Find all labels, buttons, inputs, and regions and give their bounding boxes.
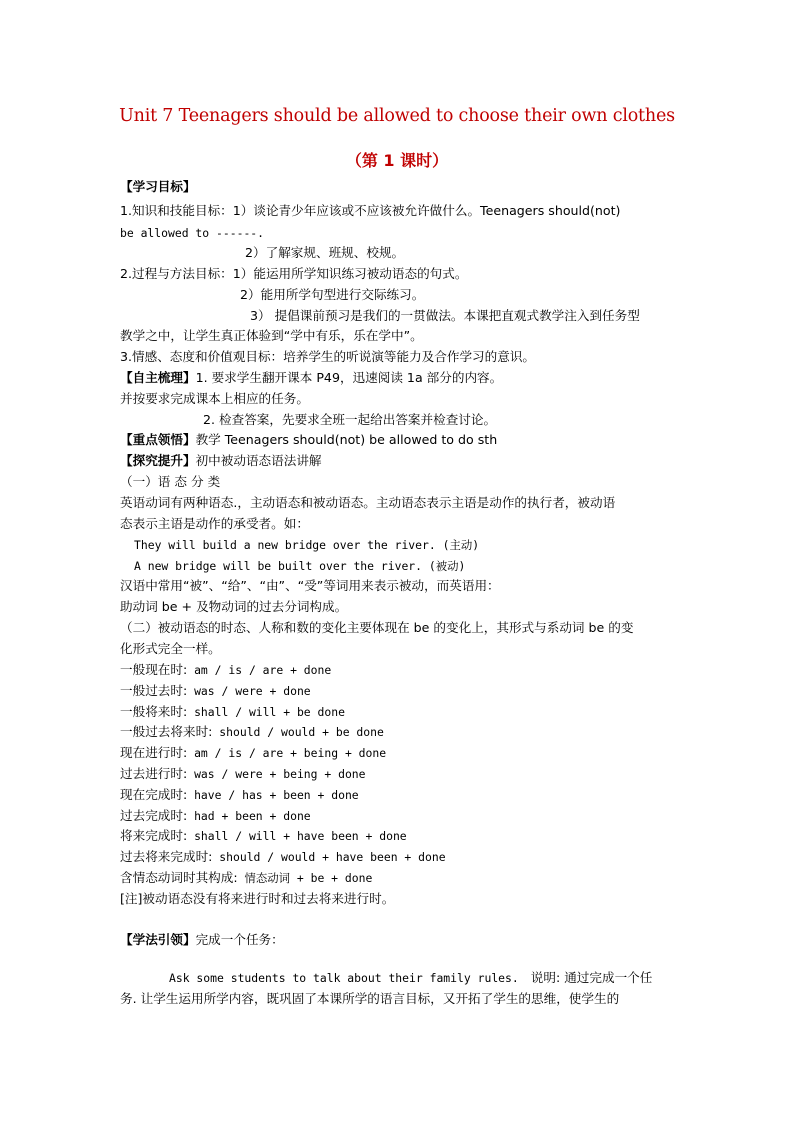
self-study-task-1-cont: 并按要求完成课本上相应的任务。 (120, 391, 309, 406)
explore-text: 初中被动语态语法讲解 (195, 453, 322, 468)
tense-name: 一般过去将来时: (120, 724, 213, 740)
objective-knowledge-1-cont: be allowed to ------. (120, 226, 265, 240)
tense-row (120, 724, 384, 742)
voice-explanation-2: 态表示主语是动作的承受者。如： (120, 516, 309, 531)
objectives-heading: 【学习目标】 (120, 179, 196, 194)
tense-row (120, 766, 366, 784)
tense-form: was / were + being + done (187, 767, 366, 781)
example-active: They will build a new bridge over the river. (主动) (134, 538, 480, 552)
tense-name: 一般现在时: (120, 662, 188, 677)
objective-process-3-cont: 教学之中，让学生真正体验到“学中有乐，乐在学中”。 (120, 328, 423, 343)
tense-row (120, 808, 311, 826)
section-tense-changes: （二）被动语态的时态、人称和数的变化主要体现在 be 的变化上，其形式与系动词 be 的变 (120, 620, 634, 635)
objective-process-1: 2.过程与方法目标：1）能运用所学知识练习被动语态的句式。 (120, 266, 468, 281)
tense-row (120, 828, 407, 846)
tense-row (120, 704, 345, 722)
tense-row (120, 787, 359, 805)
focus-line (120, 432, 497, 450)
self-study-task-2: 2. 检查答案，先要求全班一起给出答案并检查讨论。 (203, 412, 497, 427)
tense-form: should / would + be done (212, 725, 384, 740)
tense-row (120, 870, 372, 888)
lesson-subtitle: （第 1 课时） (345, 151, 449, 170)
tense-form: have / has + been + done (187, 787, 359, 802)
tense-row (120, 849, 446, 867)
tense-form: was / were + done (187, 683, 311, 698)
task-text: Ask some students to talk about their family rules. (169, 971, 519, 985)
tense-name: 将来完成时: (120, 828, 188, 844)
tense-row (120, 662, 331, 680)
tense-row (120, 683, 311, 701)
tense-form: 情态动词 + be + done (237, 871, 373, 885)
tense-name: 现在进行时: (120, 745, 188, 761)
tense-name: 现在完成时: (120, 786, 188, 802)
tense-form: should / would + have been + done (212, 850, 446, 865)
passive-note: [注]被动语态没有将来进行时和过去将来进行时。 (120, 891, 395, 906)
tense-name: 一般过去时: (120, 682, 188, 698)
method-text: 完成一个任务： (195, 932, 284, 947)
chinese-passive-note: 汉语中常用“被”、“给”、“由”、“受”等词用来表示被动，而英语用： (120, 578, 500, 593)
explore-line (120, 453, 322, 471)
self-study-task-1: 1. 要求学生翻开课本 P49，迅速阅读 1a 部分的内容。 (195, 370, 503, 385)
voice-explanation-1: 英语动词有两种语态.，主动语态和被动语态。主动语态表示主语是动作的执行者，被动语 (120, 495, 616, 510)
tense-form: am / is / are + done (187, 663, 332, 677)
tense-row (120, 745, 386, 763)
tense-form: shall / will + have been + done (187, 829, 407, 844)
objective-knowledge-2: 2）了解家规、班规、校规。 (245, 245, 405, 260)
task-note-cont: 务. 让学生运用所学内容，既巩固了本课所学的语言目标，又开拓了学生的思维，使学生的 (120, 991, 620, 1006)
focus-label: 【重点领悟】 (120, 432, 196, 447)
tense-form: shall / will + be done (187, 704, 345, 719)
task-line (169, 970, 652, 988)
section-voice-types: （一）语 态 分 类 (120, 474, 221, 489)
method-label: 【学法引领】 (120, 932, 196, 947)
objective-process-2: 2）能用所学句型进行交际练习。 (240, 287, 425, 302)
example-passive: A new bridge will be built over the river. (被动) (134, 559, 466, 573)
passive-construction: 助动词 be + 及物动词的过去分词构成。 (120, 599, 348, 614)
task-note: 说明: 通过完成一个任 (530, 970, 653, 985)
self-study-line (120, 370, 502, 388)
self-study-label: 【自主梳理】 (120, 370, 196, 385)
explore-label: 【探究提升】 (120, 453, 196, 468)
tense-name: 过去将来完成时: (120, 849, 213, 865)
objective-emotion: 3.情感、态度和价值观目标：培养学生的听说演等能力及合作学习的意识。 (120, 349, 536, 364)
objective-process-3: 3） 提倡课前预习是我们的一贯做法。本课把直观式教学注入到任务型 (250, 308, 640, 323)
tense-form: had + been + done (187, 808, 311, 823)
tense-name: 过去进行时: (120, 766, 188, 781)
tense-name: 过去完成时: (120, 807, 188, 823)
objective-knowledge-1: 1.知识和技能目标：1）谈论青少年应该或不应该被允许做什么。Teenagers should(not) (120, 203, 621, 218)
tense-form: am / is / are + being + done (187, 746, 387, 761)
page-title: Unit 7 Teenagers should be allowed to choose their own clothes (119, 106, 675, 126)
section-tense-changes-cont: 化形式完全一样。 (120, 641, 221, 656)
focus-text: 教学 Teenagers should(not) be allowed to do sth (195, 432, 498, 447)
tense-name: 含情态动词时其构成: (120, 870, 238, 885)
method-line (120, 932, 284, 950)
tense-name: 一般将来时: (120, 703, 188, 719)
